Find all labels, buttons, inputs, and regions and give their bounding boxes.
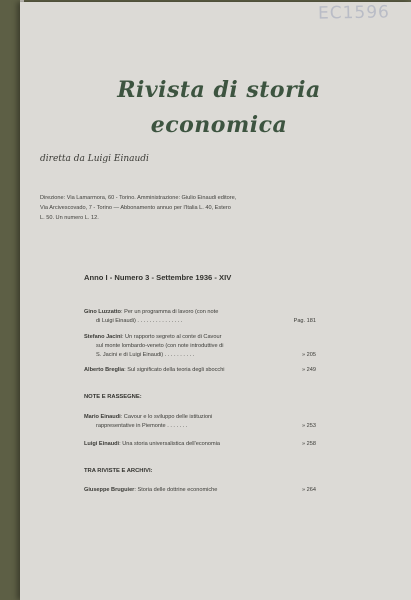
toc-author: Stefano Jacini (84, 334, 122, 340)
toc-title: Cavour e lo sviluppo delle istituzioni (123, 414, 213, 420)
toc-entry: Giuseppe Bruguier: Storia delle dottrine economiche » 264 (84, 487, 316, 493)
toc-title: di Luigi Einaudi) . . . . . . . . . . . . . . . (96, 318, 183, 324)
toc-author: Mario Einaudi (84, 414, 121, 420)
director-line: diretta da Luigi Einaudi (40, 154, 149, 164)
toc-title: Un rapporto segreto al conte di Cavour (125, 334, 222, 340)
address-block (40, 193, 340, 223)
journal-title-line1: Rivista di storia (117, 77, 321, 103)
toc-page: » 249 (302, 367, 316, 373)
issue-line: Anno I - Numero 3 - Settembre 1936 - XIV (84, 273, 232, 282)
toc-entry: Gino Luzzatto: Per un programma di lavoro (con note di Luigi Einaudi) . . . . . . . . . . . . . . . Pag. 181 (84, 309, 316, 324)
toc-title: rappresentative in Piemonte . . . . . . . (96, 423, 188, 429)
toc-author: Giuseppe Bruguier (84, 487, 135, 493)
toc-page: » 205 (302, 352, 316, 358)
toc-author: Alberto Breglia (84, 367, 125, 373)
handwritten-catalog-code: EC1596 (317, 2, 391, 24)
section-heading-reviews: TRA RIVISTE E ARCHIVI: (84, 468, 153, 474)
address-line: Direzione: Via Lamarmora, 60 - Torino. Amministrazione: Giulio Einaudi editore, (40, 195, 237, 201)
address-line: Via Arcivescovado, 7 - Torino — Abbonamento annuo per l'Italia L. 40, Estero (40, 205, 231, 211)
toc-title: Storia delle dottrine economiche (137, 487, 218, 493)
toc-entry: Stefano Jacini: Un rapporto segreto al conte di Cavour sul monte lombardo-veneto (con note introduttive di S. Jacini e di Luigi Einaudi) . . . . . . . . . . » 205 (84, 334, 316, 358)
toc-title: Sul significato della teoria degli sbocchi (127, 367, 225, 373)
toc-page: » 253 (302, 423, 316, 429)
toc-entry: Alberto Breglia: Sul significato della teoria degli sbocchi » 249 (84, 367, 316, 373)
section-heading-notes: NOTE E RASSEGNE: (84, 394, 142, 400)
toc-entry: Mario Einaudi: Cavour e lo sviluppo delle istituzioni rappresentative in Piemonte . . . . . . . » 253 (84, 414, 316, 429)
toc-page: Pag. 181 (293, 318, 316, 324)
toc-title: sul monte lombardo-veneto (con note introduttive di (96, 343, 224, 349)
toc-title: S. Jacini e di Luigi Einaudi) . . . . . . . . . . (96, 352, 195, 358)
toc-title: Per un programma di lavoro (con note (124, 309, 219, 315)
toc-entry: Luigi Einaudi: Una storia universalistica dell'economia » 258 (84, 441, 316, 447)
toc-author: Gino Luzzatto (84, 309, 121, 315)
toc-page: » 258 (302, 441, 316, 447)
toc-title: Una storia universalistica dell'economia (122, 441, 220, 447)
journal-title-line2: economica (150, 112, 288, 138)
toc-page: » 264 (302, 487, 316, 493)
toc-author: Luigi Einaudi (84, 441, 120, 447)
address-line: L. 50. Un numero L. 12. (40, 215, 99, 221)
